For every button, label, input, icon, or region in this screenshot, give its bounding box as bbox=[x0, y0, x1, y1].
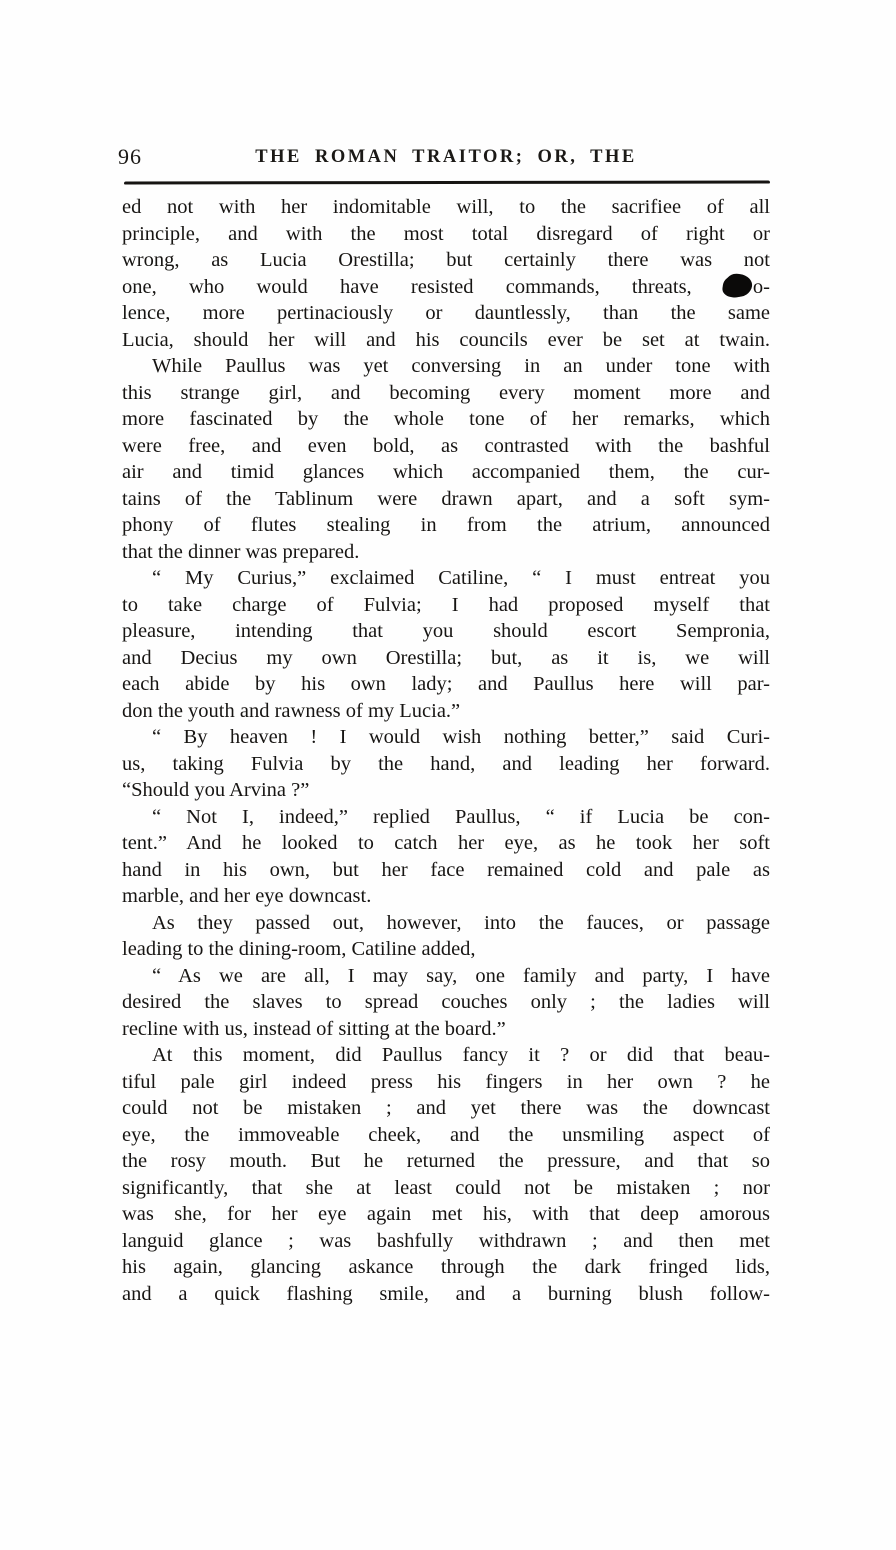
text-line: principle, and with the most total disregard of right or bbox=[122, 222, 770, 245]
paragraph bbox=[122, 1042, 770, 1307]
text-line: tiful pale girl indeed press his fingers in her own ? he bbox=[122, 1070, 770, 1093]
text-line: While Paullus was yet conversing in an under tone with bbox=[152, 355, 770, 377]
text-line: and Decius my own Orestilla; but, as it is, we will bbox=[122, 646, 770, 669]
text-line: one, who would have resisted commands, threats, o- bbox=[122, 274, 770, 301]
text-line: “Should you Arvina ?” bbox=[122, 779, 310, 801]
text-line: hand in his own, but her face remained cold and pale as bbox=[122, 858, 770, 881]
text-line: At this moment, did Paullus fancy it ? or did that beau- bbox=[152, 1044, 770, 1066]
text-line: the rosy mouth. But he returned the pressure, and that so bbox=[122, 1150, 770, 1172]
paragraph bbox=[122, 963, 770, 1043]
page-number: 96 bbox=[118, 144, 142, 169]
text-line: was she, for her eye again met his, with that deep amorous bbox=[122, 1203, 770, 1225]
text-line: tains of the Tablinum were drawn apart, and a soft sym- bbox=[122, 487, 770, 510]
text-line: phony of flutes stealing in from the atrium, announced bbox=[122, 514, 770, 536]
text-line: us, taking Fulvia by the hand, and leading her forward. bbox=[122, 752, 770, 775]
text-line: tent.” And he looked to catch her eye, as he took her soft bbox=[122, 832, 770, 854]
text-line: ed not with her indomitable will, to the sacrifiee of all bbox=[122, 196, 770, 218]
paragraph bbox=[122, 804, 770, 910]
text-line: to take charge of Fulvia; I had proposed myself that bbox=[122, 593, 770, 616]
text-line: recline with us, instead of sitting at the board.” bbox=[122, 1017, 506, 1040]
text-line: don the youth and rawness of my Lucia.” bbox=[122, 699, 461, 722]
header-rule bbox=[124, 181, 770, 185]
text-line: were free, and even bold, as contrasted with the bashful bbox=[122, 434, 770, 457]
text-line: that the dinner was prepared. bbox=[122, 540, 360, 563]
text-line: “ Not I, indeed,” replied Paullus, “ if Lucia be con- bbox=[152, 805, 770, 828]
text-line: air and timid glances which accompanied them, the cur- bbox=[122, 461, 770, 483]
text-line: marble, and her eye downcast. bbox=[122, 885, 372, 907]
text-line: significantly, that she at least could not be mistaken ; nor bbox=[122, 1176, 770, 1199]
text-line: eye, the immoveable cheek, and the unsmiling aspect of bbox=[122, 1123, 770, 1146]
text-line: could not be mistaken ; and yet there was the downcast bbox=[122, 1097, 770, 1119]
text-block bbox=[122, 194, 770, 1307]
paragraph bbox=[122, 353, 770, 565]
text-line: lence, more pertinaciously or dauntlessly, than the same bbox=[122, 302, 770, 324]
text-line: wrong, as Lucia Orestilla; but certainly there was not bbox=[122, 249, 770, 271]
text-line: As they passed out, however, into the fauces, or passage bbox=[152, 911, 770, 934]
text-line: each abide by his own lady; and Paullus here will par- bbox=[122, 673, 770, 695]
text-line: more fascinated by the whole tone of her remarks, which bbox=[122, 408, 770, 430]
text-line: “ As we are all, I may say, one family and party, I have bbox=[152, 964, 770, 987]
text-line: Lucia, should her will and his councils ever be set at twain. bbox=[122, 328, 770, 351]
text-line: “ My Curius,” exclaimed Catiline, “ I must entreat you bbox=[152, 567, 770, 589]
paragraph bbox=[122, 910, 770, 963]
text-line: pleasure, intending that you should escort Sempronia, bbox=[122, 620, 770, 642]
text-line: and a quick flashing smile, and a burning blush follow- bbox=[122, 1282, 770, 1305]
text-line: leading to the dining-room, Catiline added, bbox=[122, 938, 476, 960]
text-line: this strange girl, and becoming every moment more and bbox=[122, 381, 770, 404]
ink-blot bbox=[723, 272, 753, 299]
text-line: desired the slaves to spread couches only ; the ladies will bbox=[122, 991, 770, 1013]
text-line: his again, glancing askance through the dark fringed lids, bbox=[122, 1256, 770, 1278]
paragraph bbox=[122, 724, 770, 804]
text-line: “ By heaven ! I would wish nothing better,” said Curi- bbox=[152, 726, 770, 748]
paragraph bbox=[122, 194, 770, 353]
running-title: THE ROMAN TRAITOR; OR, THE bbox=[255, 147, 637, 167]
text-line: languid glance ; was bashfully withdrawn ; and then met bbox=[122, 1229, 770, 1252]
paragraph bbox=[122, 565, 770, 724]
